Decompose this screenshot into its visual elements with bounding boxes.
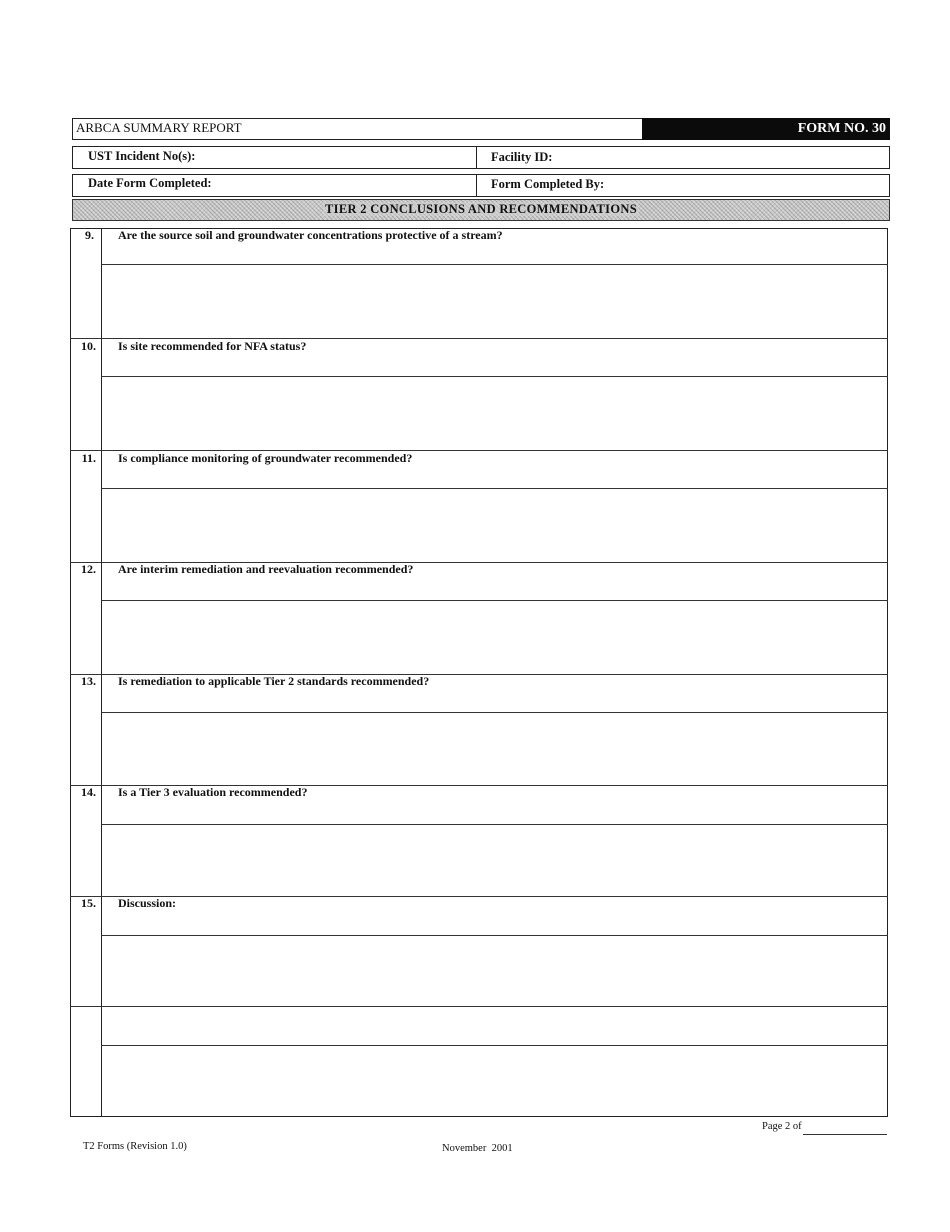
revision-date: November 2001 <box>442 1143 513 1154</box>
question-14-text: Is a Tier 3 evaluation recommended? <box>118 785 308 799</box>
question-number-9: 9. <box>85 228 94 242</box>
question-9-text: Are the source soil and groundwater concentrations protective of a stream? <box>118 228 503 242</box>
row-divider <box>476 174 477 197</box>
page-total-line <box>803 1134 887 1135</box>
ust-incident-label: UST Incident No(s): <box>88 149 196 163</box>
date-completed-label: Date Form Completed: <box>88 176 212 190</box>
form-number: FORM NO. 30 <box>797 121 886 136</box>
completed-by-label: Form Completed By: <box>491 177 605 191</box>
question-number-12: 12. <box>81 562 96 576</box>
page-number: Page 2 of <box>762 1121 802 1132</box>
answer-line <box>101 488 888 489</box>
question-11-text: Is compliance monitoring of groundwater recommended? <box>118 451 413 465</box>
question-number-11: 11. <box>81 451 96 465</box>
question-10-text: Is site recommended for NFA status? <box>118 339 307 353</box>
revision-label: T2 Forms (Revision 1.0) <box>83 1141 187 1152</box>
answer-line <box>101 600 888 601</box>
question-15-text: Discussion: <box>118 896 177 910</box>
section-title <box>72 199 890 221</box>
section-title-text: TIER 2 CONCLUSIONS AND RECOMMENDATIONS <box>325 202 637 216</box>
question-separator <box>70 896 888 897</box>
questions-table <box>70 228 888 1117</box>
question-12-text: Are interim remediation and reevaluation recommended? <box>118 562 414 576</box>
facility-id-label: Facility ID: <box>491 150 553 164</box>
question-number-13: 13. <box>81 674 96 688</box>
answer-line <box>101 1045 888 1046</box>
report-title: ARBCA SUMMARY REPORT <box>76 120 242 135</box>
answer-line <box>101 824 888 825</box>
answer-line <box>101 376 888 377</box>
question-number-15: 15. <box>81 896 96 910</box>
answer-line <box>101 712 888 713</box>
row-divider <box>476 146 477 169</box>
question-number-10: 10. <box>81 339 96 353</box>
question-13-text: Is remediation to applicable Tier 2 standards recommended? <box>118 674 430 688</box>
question-number-14: 14. <box>81 785 96 799</box>
answer-line <box>101 264 888 265</box>
answer-line <box>101 935 888 936</box>
question-separator <box>70 1006 888 1007</box>
number-column-divider <box>101 228 102 1117</box>
